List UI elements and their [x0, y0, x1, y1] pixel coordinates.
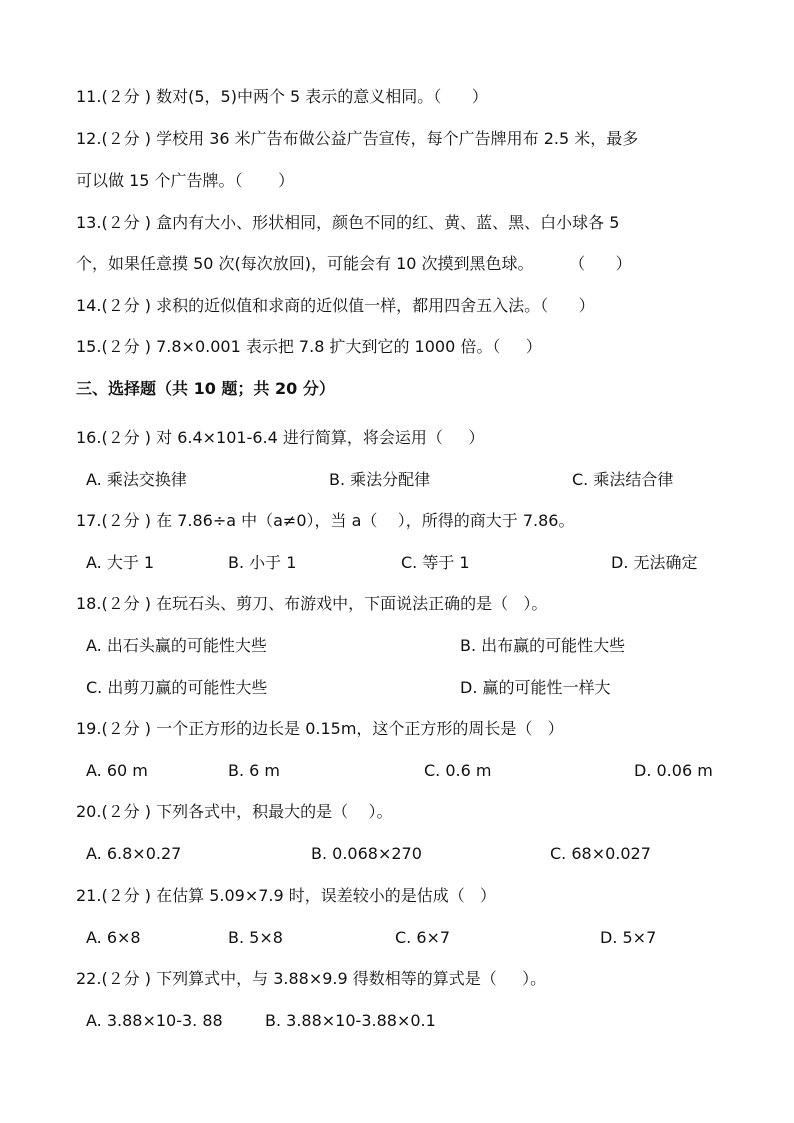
question-15: 15.(２分 ) 7.8×0.001 表示把 7.8 扩大到它的 1000 倍。（ ）	[76, 337, 542, 356]
question-18-option-b: B. 出布赢的可能性大些	[460, 636, 626, 655]
question-21-option-b: B. 5×8	[228, 928, 283, 947]
question-20-option-a: A. 6.8×0.27	[86, 844, 182, 863]
question-19-option-d: D. 0.06 m	[634, 761, 713, 780]
question-18-stem: 18.(２分 ) 在玩石头、剪刀、布游戏中，下面说法正确的是（ ）。	[76, 594, 548, 613]
question-22-stem: 22.(２分 ) 下列算式中，与 3.88×9.9 得数相等的算式是（ ）。	[76, 969, 547, 988]
question-22-option-a: A. 3.88×10-3. 88	[86, 1011, 223, 1030]
question-17-stem: 17.(２分 ) 在 7.86÷a 中（a≠0），当 a（ ），所得的商大于 7.86。	[76, 511, 575, 530]
question-14: 14.(２分 ) 求积的近似值和求商的近似值一样，都用四舍五入法。（ ）	[76, 296, 595, 315]
question-22-option-b: B. 3.88×10-3.88×0.1	[265, 1011, 436, 1030]
question-12-line1: 12.(２分 ) 学校用 36 米广告布做公益广告宣传，每个广告牌用布 2.5 米，最多	[76, 129, 639, 148]
question-13-line1: 13.(２分 ) 盒内有大小、形状相同，颜色不同的红、黄、蓝、黑、白小球各 5	[76, 213, 620, 232]
question-21-stem: 21.(２分 ) 在估算 5.09×7.9 时，误差较小的是估成（ ）	[76, 886, 497, 905]
question-18-option-a: A. 出石头赢的可能性大些	[86, 636, 267, 655]
question-16-stem: 16.(２分 ) 对 6.4×101-6.4 进行简算，将会运用（ ）	[76, 428, 485, 447]
question-16-option-b: B. 乘法分配律	[329, 470, 431, 489]
question-12-line2: 可以做 15 个广告牌。（ ）	[76, 171, 295, 190]
question-18-option-d: D. 赢的可能性一样大	[460, 678, 611, 697]
question-19-option-b: B. 6 m	[228, 761, 280, 780]
question-19-option-a: A. 60 m	[86, 761, 148, 780]
question-21-option-d: D. 5×7	[600, 928, 657, 947]
question-11: 11.(２分 ) 数对(5，5)中两个 5 表示的意义相同。（ ）	[76, 87, 488, 106]
question-17-option-b: B. 小于 1	[228, 553, 297, 572]
question-13-line2: 个，如果任意摸 50 次(每次放回)，可能会有 10 次摸到黑色球。 （ ）	[76, 254, 632, 273]
question-19-stem: 19.(２分 ) 一个正方形的边长是 0.15m，这个正方形的周长是（ ）	[76, 719, 564, 738]
question-17-option-c: C. 等于 1	[401, 553, 470, 572]
question-16-option-c: C. 乘法结合律	[572, 470, 674, 489]
question-18-option-c: C. 出剪刀赢的可能性大些	[86, 678, 268, 697]
question-17-option-d: D. 无法确定	[611, 553, 698, 572]
question-21-option-a: A. 6×8	[86, 928, 141, 947]
question-16-option-a: A. 乘法交换律	[86, 470, 187, 489]
question-19-option-c: C. 0.6 m	[424, 761, 492, 780]
question-20-option-b: B. 0.068×270	[311, 844, 422, 863]
section-title-choice: 三、选择题（共 10 题；共 20 分）	[76, 379, 335, 398]
question-20-option-c: C. 68×0.027	[550, 844, 651, 863]
question-17-option-a: A. 大于 1	[86, 553, 155, 572]
question-21-option-c: C. 6×7	[395, 928, 451, 947]
question-20-stem: 20.(２分 ) 下列各式中，积最大的是（ ）。	[76, 802, 393, 821]
